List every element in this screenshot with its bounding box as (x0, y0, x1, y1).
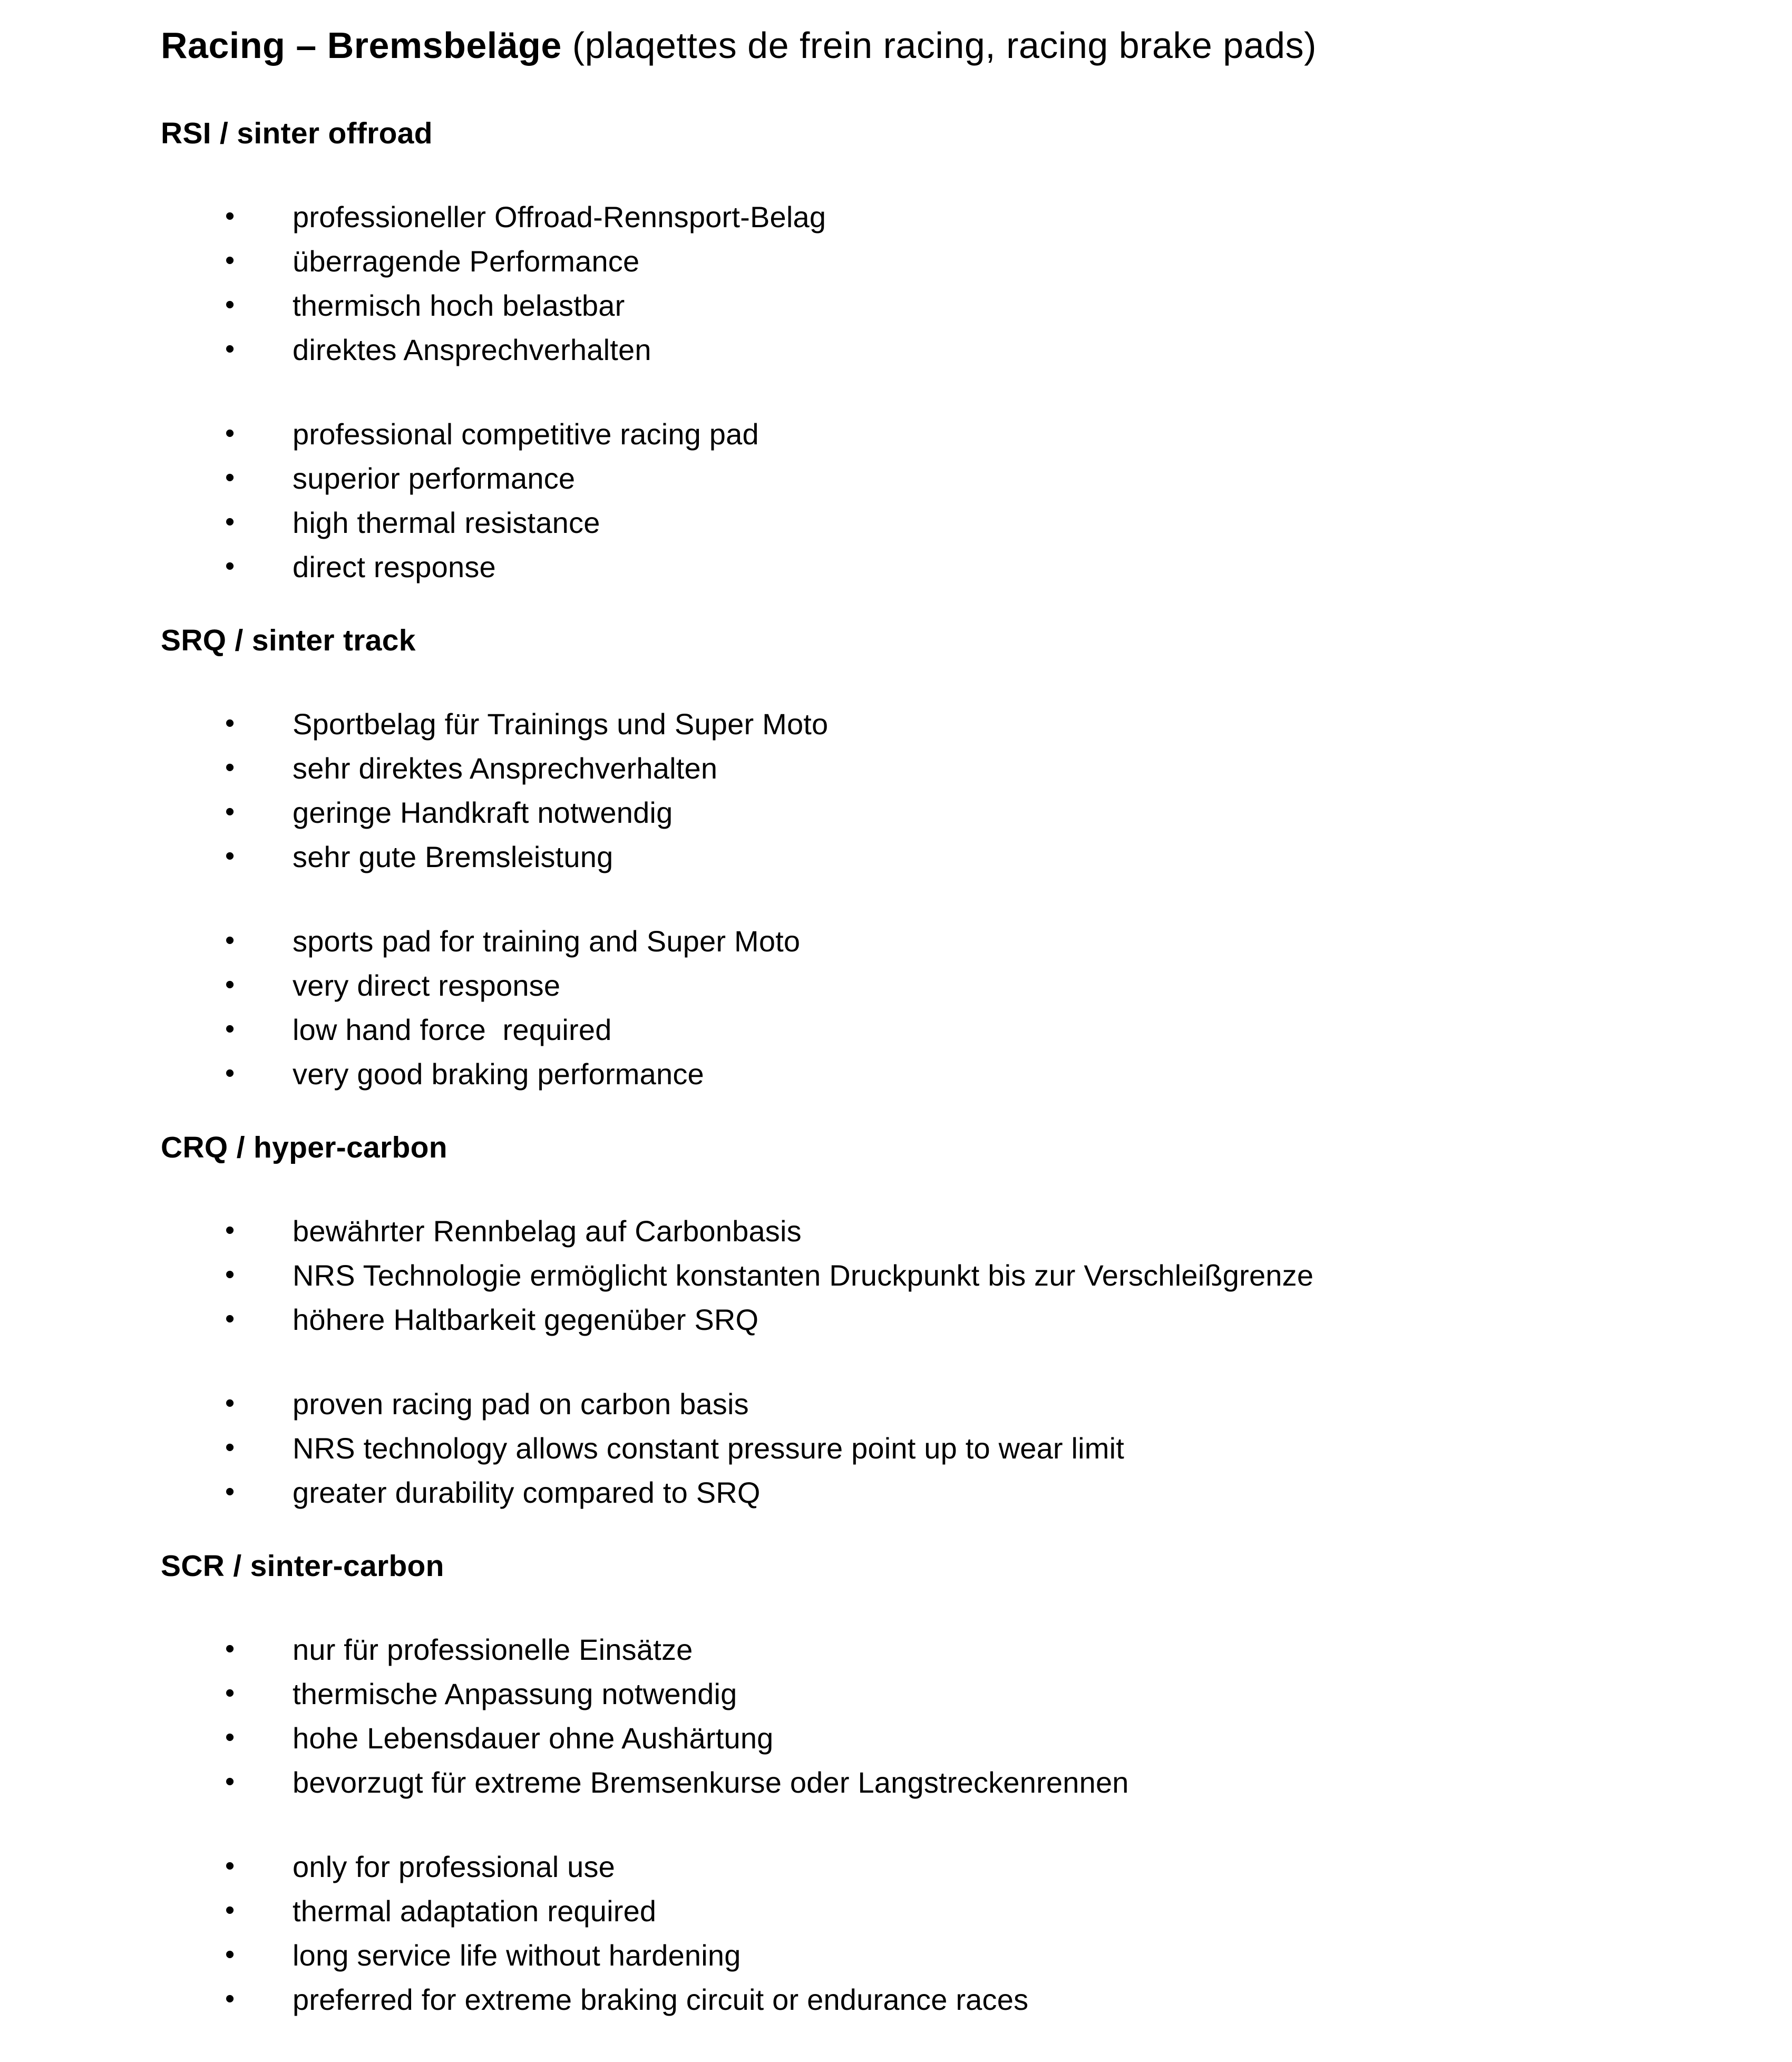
section-scr-sinter-carbon (161, 1548, 1729, 2022)
list-item: • bewährter Rennbelag auf Carbonbasis (293, 1209, 1729, 1253)
list-item: • thermal adaptation required (293, 1889, 1729, 1933)
list-item: • very good braking performance (293, 1052, 1729, 1096)
list-item: • professional competitive racing pad (293, 412, 1729, 456)
bullet-list-english (161, 412, 1729, 589)
section-heading: SCR / sinter-carbon (161, 1549, 444, 1583)
list-item: • höhere Haltbarkeit gegenüber SRQ (293, 1298, 1729, 1342)
bullet-list-german (161, 702, 1729, 879)
list-item: • low hand force required (293, 1008, 1729, 1052)
list-item: • high thermal resistance (293, 501, 1729, 545)
section-heading: RSI / sinter offroad (161, 116, 433, 150)
section-heading: SRQ / sinter track (161, 624, 416, 657)
bullet-list-english (161, 1845, 1729, 2022)
list-item: • superior performance (293, 456, 1729, 501)
list-item: • bevorzugt für extreme Bremsenkurse oder Langstreckenrennen (293, 1761, 1729, 1805)
bullet-list-german (161, 1628, 1729, 1805)
list-item: • direktes Ansprechverhalten (293, 328, 1729, 372)
list-item: • sehr direktes Ansprechverhalten (293, 746, 1729, 791)
list-item: • very direct response (293, 964, 1729, 1008)
list-item: • sports pad for training and Super Moto (293, 919, 1729, 964)
list-item: • thermisch hoch belastbar (293, 284, 1729, 328)
list-item: • nur für professionelle Einsätze (293, 1628, 1729, 1672)
list-item: • preferred for extreme braking circuit or endurance races (293, 1978, 1729, 2022)
list-item: • NRS technology allows constant pressure point up to wear limit (293, 1426, 1729, 1471)
list-item: • geringe Handkraft notwendig (293, 791, 1729, 835)
page-title (161, 22, 1729, 69)
list-item: • thermische Anpassung notwendig (293, 1672, 1729, 1716)
page-title-subtitle: (plaqettes de frein racing, racing brake pads) (561, 25, 1317, 66)
list-item: • NRS Technologie ermöglicht konstanten Druckpunkt bis zur Verschleißgrenze (293, 1253, 1729, 1298)
bullet-list-german (161, 195, 1729, 372)
bullet-list-german (161, 1209, 1729, 1342)
list-item: • sehr gute Bremsleistung (293, 835, 1729, 879)
list-item: • greater durability compared to SRQ (293, 1471, 1729, 1515)
list-item: • überragende Performance (293, 239, 1729, 284)
bullet-list-english (161, 919, 1729, 1096)
section-srq-sinter-track (161, 622, 1729, 1096)
list-item: • proven racing pad on carbon basis (293, 1382, 1729, 1426)
list-item: • professioneller Offroad-Rennsport-Belag (293, 195, 1729, 239)
section-heading: CRQ / hyper-carbon (161, 1131, 447, 1164)
list-item: • direct response (293, 545, 1729, 589)
list-item: • only for professional use (293, 1845, 1729, 1889)
list-item: • hohe Lebensdauer ohne Aushärtung (293, 1716, 1729, 1761)
page-title-main: Racing – Bremsbeläge (161, 25, 562, 66)
section-crq-hyper-carbon (161, 1129, 1729, 1515)
list-item: • Sportbelag für Trainings und Super Moto (293, 702, 1729, 746)
list-item: • long service life without hardening (293, 1933, 1729, 1978)
bullet-list-english (161, 1382, 1729, 1515)
section-rsi-sinter-offroad (161, 115, 1729, 589)
